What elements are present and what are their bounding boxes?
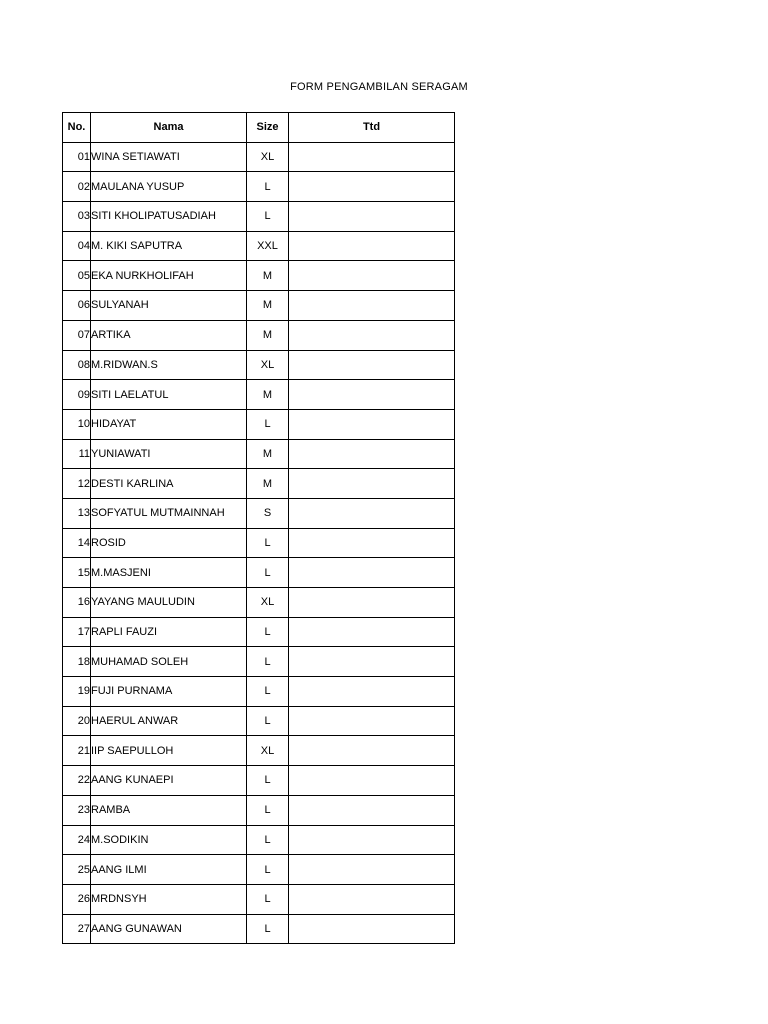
table-row	[63, 677, 455, 707]
row-number-cell: 20	[63, 706, 91, 736]
row-number-cell: 21	[63, 736, 91, 766]
table-row	[63, 380, 455, 410]
size-cell: L	[247, 647, 289, 677]
signature-cell[interactable]	[289, 350, 455, 380]
table-header-row	[63, 113, 455, 143]
size-cell: M	[247, 320, 289, 350]
name-cell: MRDNSYH	[91, 884, 247, 914]
name-cell: ROSID	[91, 528, 247, 558]
row-number-cell: 26	[63, 884, 91, 914]
size-cell: L	[247, 202, 289, 232]
size-cell: L	[247, 795, 289, 825]
signature-cell[interactable]	[289, 914, 455, 944]
table-row	[63, 172, 455, 202]
table-row	[63, 617, 455, 647]
signature-cell[interactable]	[289, 172, 455, 202]
signature-cell[interactable]	[289, 647, 455, 677]
size-cell: M	[247, 380, 289, 410]
table-row	[63, 588, 455, 618]
name-cell: SOFYATUL MUTMAINNAH	[91, 498, 247, 528]
size-cell: M	[247, 439, 289, 469]
table-row	[63, 202, 455, 232]
signature-cell[interactable]	[289, 736, 455, 766]
signature-cell[interactable]	[289, 261, 455, 291]
table-row	[63, 469, 455, 499]
size-cell: L	[247, 884, 289, 914]
table-row	[63, 498, 455, 528]
size-cell: L	[247, 766, 289, 796]
table-row	[63, 558, 455, 588]
signature-cell[interactable]	[289, 231, 455, 261]
signature-cell[interactable]	[289, 617, 455, 647]
size-cell: L	[247, 914, 289, 944]
signature-cell[interactable]	[289, 320, 455, 350]
size-cell: M	[247, 469, 289, 499]
name-cell: FUJI PURNAMA	[91, 677, 247, 707]
name-cell: SITI LAELATUL	[91, 380, 247, 410]
size-cell: L	[247, 706, 289, 736]
table-row	[63, 766, 455, 796]
row-number-cell: 12	[63, 469, 91, 499]
table-row	[63, 142, 455, 172]
table-row	[63, 528, 455, 558]
row-number-cell: 08	[63, 350, 91, 380]
table-row	[63, 409, 455, 439]
size-cell: XL	[247, 142, 289, 172]
table-row	[63, 350, 455, 380]
name-cell: SITI KHOLIPATUSADIAH	[91, 202, 247, 232]
name-cell: AANG KUNAEPI	[91, 766, 247, 796]
row-number-cell: 11	[63, 439, 91, 469]
header-ttd: Ttd	[289, 113, 455, 143]
row-number-cell: 10	[63, 409, 91, 439]
signature-cell[interactable]	[289, 409, 455, 439]
name-cell: M.MASJENI	[91, 558, 247, 588]
table-row	[63, 795, 455, 825]
signature-cell[interactable]	[289, 588, 455, 618]
size-cell: L	[247, 825, 289, 855]
size-cell: XXL	[247, 231, 289, 261]
name-cell: IIP SAEPULLOH	[91, 736, 247, 766]
table-row	[63, 855, 455, 885]
table-row	[63, 706, 455, 736]
header-size: Size	[247, 113, 289, 143]
table-row	[63, 647, 455, 677]
name-cell: M. KIKI SAPUTRA	[91, 231, 247, 261]
signature-cell[interactable]	[289, 380, 455, 410]
signature-cell[interactable]	[289, 202, 455, 232]
name-cell: YUNIAWATI	[91, 439, 247, 469]
row-number-cell: 27	[63, 914, 91, 944]
name-cell: YAYANG MAULUDIN	[91, 588, 247, 618]
row-number-cell: 09	[63, 380, 91, 410]
signature-cell[interactable]	[289, 825, 455, 855]
name-cell: DESTI KARLINA	[91, 469, 247, 499]
size-cell: XL	[247, 588, 289, 618]
name-cell: RAMBA	[91, 795, 247, 825]
table-row	[63, 825, 455, 855]
form-title: FORM PENGAMBILAN SERAGAM	[290, 81, 468, 93]
size-cell: L	[247, 855, 289, 885]
size-cell: L	[247, 172, 289, 202]
signature-cell[interactable]	[289, 528, 455, 558]
name-cell: MUHAMAD SOLEH	[91, 647, 247, 677]
size-cell: L	[247, 558, 289, 588]
row-number-cell: 05	[63, 261, 91, 291]
name-cell: SULYANAH	[91, 291, 247, 321]
row-number-cell: 07	[63, 320, 91, 350]
size-cell: L	[247, 617, 289, 647]
table-row	[63, 914, 455, 944]
name-cell: EKA NURKHOLIFAH	[91, 261, 247, 291]
name-cell: WINA SETIAWATI	[91, 142, 247, 172]
signature-cell[interactable]	[289, 498, 455, 528]
row-number-cell: 03	[63, 202, 91, 232]
signature-cell[interactable]	[289, 469, 455, 499]
name-cell: RAPLI FAUZI	[91, 617, 247, 647]
row-number-cell: 06	[63, 291, 91, 321]
size-cell: M	[247, 261, 289, 291]
table-row	[63, 231, 455, 261]
row-number-cell: 14	[63, 528, 91, 558]
name-cell: AANG ILMI	[91, 855, 247, 885]
name-cell: ARTIKA	[91, 320, 247, 350]
row-number-cell: 18	[63, 647, 91, 677]
table-row	[63, 736, 455, 766]
size-cell: S	[247, 498, 289, 528]
name-cell: M.SODIKIN	[91, 825, 247, 855]
signature-cell[interactable]	[289, 439, 455, 469]
signature-cell[interactable]	[289, 677, 455, 707]
signature-cell[interactable]	[289, 795, 455, 825]
row-number-cell: 13	[63, 498, 91, 528]
size-cell: XL	[247, 736, 289, 766]
row-number-cell: 16	[63, 588, 91, 618]
row-number-cell: 19	[63, 677, 91, 707]
signature-cell[interactable]	[289, 884, 455, 914]
table-row	[63, 291, 455, 321]
table-row	[63, 884, 455, 914]
row-number-cell: 15	[63, 558, 91, 588]
row-number-cell: 17	[63, 617, 91, 647]
table-body	[63, 142, 455, 944]
signature-cell[interactable]	[289, 706, 455, 736]
row-number-cell: 24	[63, 825, 91, 855]
header-no: No.	[63, 113, 91, 143]
row-number-cell: 23	[63, 795, 91, 825]
table-row	[63, 320, 455, 350]
name-cell: HIDAYAT	[91, 409, 247, 439]
row-number-cell: 22	[63, 766, 91, 796]
name-cell: M.RIDWAN.S	[91, 350, 247, 380]
name-cell: MAULANA YUSUP	[91, 172, 247, 202]
row-number-cell: 04	[63, 231, 91, 261]
row-number-cell: 25	[63, 855, 91, 885]
size-cell: L	[247, 677, 289, 707]
signature-cell[interactable]	[289, 142, 455, 172]
table-row	[63, 261, 455, 291]
row-number-cell: 02	[63, 172, 91, 202]
signature-cell[interactable]	[289, 855, 455, 885]
size-cell: L	[247, 528, 289, 558]
signature-cell[interactable]	[289, 291, 455, 321]
signature-cell[interactable]	[289, 766, 455, 796]
size-cell: XL	[247, 350, 289, 380]
signature-cell[interactable]	[289, 558, 455, 588]
table-row	[63, 439, 455, 469]
size-cell: L	[247, 409, 289, 439]
uniform-pickup-table	[62, 112, 455, 944]
size-cell: M	[247, 291, 289, 321]
name-cell: HAERUL ANWAR	[91, 706, 247, 736]
header-nama: Nama	[91, 113, 247, 143]
row-number-cell: 01	[63, 142, 91, 172]
name-cell: AANG GUNAWAN	[91, 914, 247, 944]
